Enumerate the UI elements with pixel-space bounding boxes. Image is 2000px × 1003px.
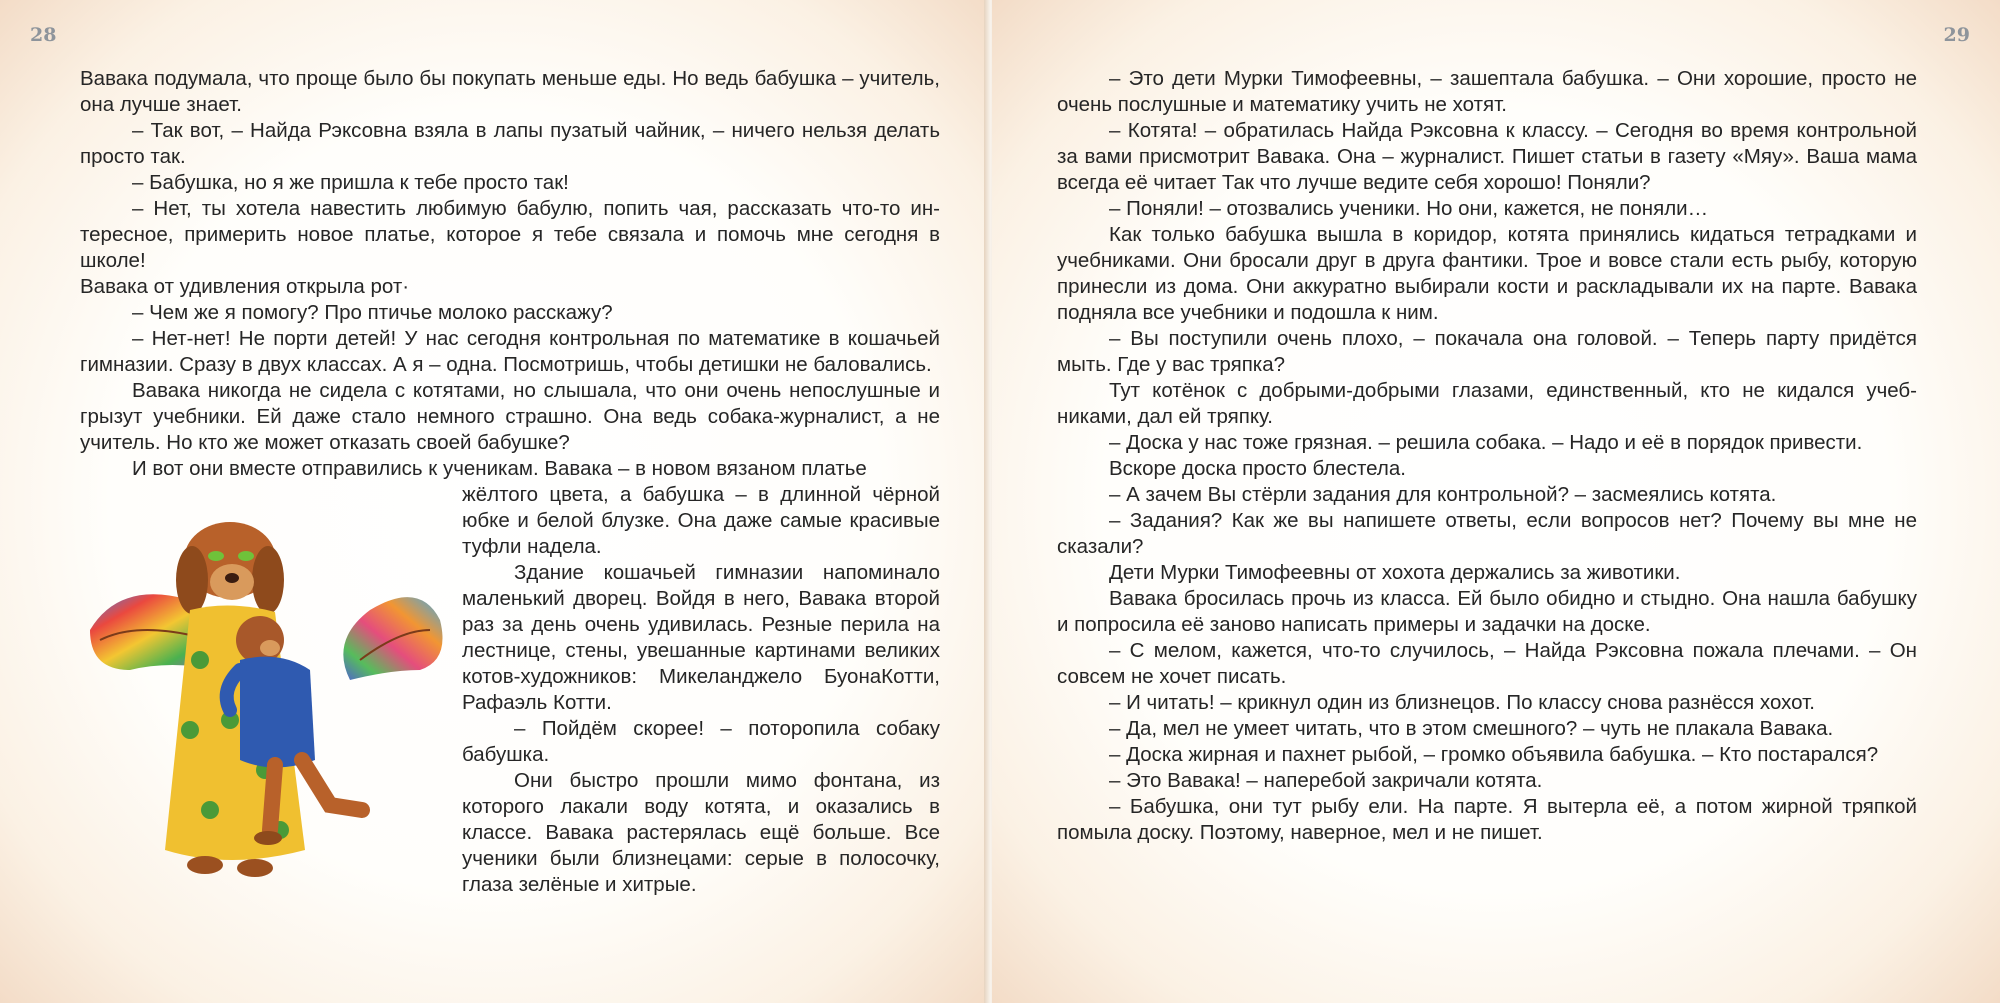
paragraph: Они быстро прошли мимо фонтана, из которого лакали воду котята, и оказались в классе. Вавака растерялась ещё больше. Все ученики были близнецами: серые в полосочку, глаза зелёные и хитрые. (462, 769, 940, 896)
paragraph: Здание кошачьей гимназии напоминало маленький дворец. Войдя в него, Вавака второй раз за день очень удивилась. Резные перила на лестнице, стены, увешанные картинами великих котов-художников: Микеланджело БуонаКотти, Рафаэль Котти. (462, 561, 940, 714)
left-page (0, 0, 990, 1003)
paragraph: Тут котёнок с добрыми-добрыми глазами, единственный, кто не кидался учебниками, дал ей тряпку. (1057, 379, 1917, 428)
paragraph: Вавака подумала, что проще было бы покупать меньше еды. Но ведь бабушка – учитель, она лучше знает. (80, 67, 940, 116)
paragraph: – Бабушка, но я же пришла к тебе просто так! (132, 171, 569, 194)
paragraph: – Доска у нас тоже грязная. – решила собака. – Надо и её в порядок привести. (1109, 431, 1863, 454)
paragraph: – Нет-нет! Не порти детей! У нас сегодня контрольная по математике в кошачьей гимназии. Сразу в двух классах. А я – одна. Посмотришь, чтобы детишки не баловались. (80, 327, 940, 376)
left-page-number: 28 (30, 24, 57, 46)
paragraph: – С мелом, кажется, что-то случилось, – Найда Рэксовна пожала плечами. – Он совсем не хочет писать. (1057, 639, 1917, 688)
left-page-side-text (462, 482, 940, 898)
paragraph: – Доска жирная и пахнет рыбой, – громко объявила бабушка. – Кто постарался? (1109, 743, 1879, 766)
paragraph: – Это Вавака! – наперебой закричали котята. (1109, 769, 1543, 792)
paragraph: Как только бабушка вышла в коридор, котята принялись кидаться тетрадками и учебниками. Они бросали друг в друга фантики. Трое и вовсе стали есть рыбу, которую принесли из дома. Они аккуратно выбирали кости и раскладывали их на парте. Вавака подняла все учебники и подошла к ним. (1057, 223, 1917, 324)
paragraph: – Поняли! – отозвались ученики. Но они, кажется, не поняли… (1109, 197, 1709, 220)
paragraph: – Задания? Как же вы напишете ответы, если вопросов нет? Почему вы мне не сказали? (1057, 509, 1917, 558)
right-page-text (1057, 66, 1917, 846)
paragraph: – И читать! – крикнул один из близнецов. По классу снова разнёсся хохот. (1109, 691, 1815, 714)
paragraph: – Да, мел не умеет читать, что в этом смешного? – чуть не плакала Вавака. (1109, 717, 1834, 740)
right-page (992, 0, 2000, 1003)
right-page-number: 29 (1943, 24, 1970, 46)
paragraph: жёлтого цвета, а бабушка – в длинной чёрной юбке и белой блузке. Она даже самые красивые туфли надела. (462, 483, 940, 558)
left-page-top-text (80, 66, 940, 482)
paragraph: Вскоре доска просто блестела. (1109, 457, 1406, 480)
paragraph: – Чем же я помогу? Про птичье молоко расскажу? (132, 301, 613, 324)
dogs-hugging-illustration (80, 520, 450, 900)
paragraph: – Нет, ты хотела навестить любимую бабулю, попить чая, рассказать что-то интересное, примерить новое платье, которое я тебе связала и помочь мне сегодня в школе! (80, 197, 940, 272)
paragraph: – А зачем Вы стёрли задания для контрольной? – засмеялись котята. (1109, 483, 1777, 506)
paragraph: – Вы поступили очень плохо, – покачала она головой. – Теперь парту придётся мыть. Где у вас тряпка? (1057, 327, 1917, 376)
paragraph: Дети Мурки Тимофеевны от хохота держались за животики. (1109, 561, 1681, 584)
paragraph: Вавака от удивления открыла рот· (80, 275, 410, 298)
paragraph: Вавака никогда не сидела с котятами, но слышала, что они очень непослушные и грызут учебники. Ей даже стало немного страшно. Она ведь собака-журналист, а не учитель. Но кто же может отказать своей бабушке? (80, 379, 940, 454)
paragraph: – Пойдём скорее! – поторопила собаку бабушка. (462, 717, 940, 766)
paragraph: – Котята! – обратилась Найда Рэксовна к классу. – Сегодня во время контрольной за вами присмотрит Вавака. Она – журналист. Пишет статьи в газету «Мяу». Ваша мама всегда её читает Так что лучше ведите себя хорошо! Поняли? (1057, 119, 1917, 194)
paragraph: – Так вот, – Найда Рэксовна взяла в лапы пузатый чайник, – ничего нельзя делать просто так. (80, 119, 940, 168)
paragraph: Вавака бросилась прочь из класса. Ей было обидно и стыдно. Она нашла бабушку и попросила её заново написать примеры и задачки на доске. (1057, 587, 1917, 636)
paragraph: И вот они вместе отправились к ученикам. Вавака – в новом вязаном платье (132, 457, 867, 480)
paragraph: – Это дети Мурки Тимофеевны, – зашептала бабушка. – Они хорошие, просто не очень послушные и математику учить не хотят. (1057, 67, 1917, 116)
paragraph: – Бабушка, они тут рыбу ели. На парте. Я вытерла её, а потом жирной тряпкой помыла доску. Поэтому, наверное, мел и не пишет. (1057, 795, 1917, 844)
